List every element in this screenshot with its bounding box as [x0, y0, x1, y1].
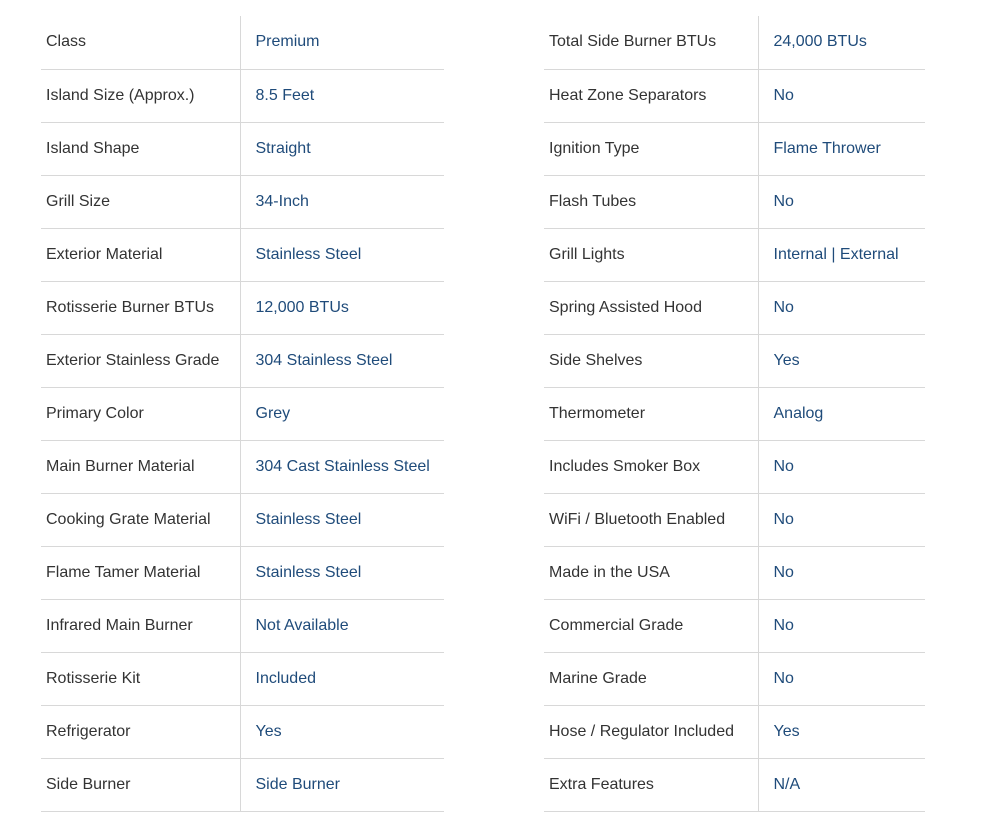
spec-value: No — [758, 175, 925, 228]
spec-row — [544, 334, 925, 387]
spec-row — [41, 69, 444, 122]
spec-value: Stainless Steel — [240, 228, 444, 281]
spec-label: Hose / Regulator Included — [544, 705, 758, 758]
spec-value: 12,000 BTUs — [240, 281, 444, 334]
spec-value: 304 Cast Stainless Steel — [240, 440, 444, 493]
spec-row — [41, 334, 444, 387]
spec-value: No — [758, 652, 925, 705]
spec-value: Straight — [240, 122, 444, 175]
spec-value: Yes — [758, 334, 925, 387]
spec-row — [544, 228, 925, 281]
spec-row — [41, 175, 444, 228]
spec-label: Side Burner — [41, 758, 240, 811]
spec-row — [544, 758, 925, 811]
spec-value: Internal | External — [758, 228, 925, 281]
spec-label: Thermometer — [544, 387, 758, 440]
spec-value: 8.5 Feet — [240, 69, 444, 122]
spec-label: Primary Color — [41, 387, 240, 440]
spec-label: Flame Tamer Material — [41, 546, 240, 599]
spec-label: Exterior Stainless Grade — [41, 334, 240, 387]
spec-label: Class — [41, 16, 240, 69]
spec-row — [544, 705, 925, 758]
spec-row — [41, 16, 444, 69]
spec-value: Stainless Steel — [240, 493, 444, 546]
spec-row — [544, 546, 925, 599]
spec-label: Flash Tubes — [544, 175, 758, 228]
spec-row — [41, 387, 444, 440]
spec-row — [544, 69, 925, 122]
spec-row — [544, 175, 925, 228]
spec-row — [41, 705, 444, 758]
spec-value: N/A — [758, 758, 925, 811]
spec-row — [41, 281, 444, 334]
spec-value: No — [758, 493, 925, 546]
spec-value: 304 Stainless Steel — [240, 334, 444, 387]
spec-row — [41, 652, 444, 705]
spec-row — [41, 546, 444, 599]
spec-label: Total Side Burner BTUs — [544, 16, 758, 69]
spec-value: No — [758, 440, 925, 493]
spec-value: No — [758, 546, 925, 599]
spec-label: Island Size (Approx.) — [41, 69, 240, 122]
spec-label: Cooking Grate Material — [41, 493, 240, 546]
spec-row — [544, 440, 925, 493]
spec-value: Side Burner — [240, 758, 444, 811]
spec-label: Heat Zone Separators — [544, 69, 758, 122]
spec-label: Grill Size — [41, 175, 240, 228]
spec-value: Yes — [240, 705, 444, 758]
spec-label: Extra Features — [544, 758, 758, 811]
spec-value: Included — [240, 652, 444, 705]
spec-value: 34-Inch — [240, 175, 444, 228]
spec-label: Main Burner Material — [41, 440, 240, 493]
spec-label: Includes Smoker Box — [544, 440, 758, 493]
spec-label: Rotisserie Kit — [41, 652, 240, 705]
spec-row — [41, 758, 444, 811]
spec-row — [544, 387, 925, 440]
spec-label: Exterior Material — [41, 228, 240, 281]
left-spec-table — [41, 16, 444, 812]
spec-row — [544, 652, 925, 705]
spec-value: Not Available — [240, 599, 444, 652]
spec-label: Island Shape — [41, 122, 240, 175]
spec-label: Made in the USA — [544, 546, 758, 599]
spec-label: Rotisserie Burner BTUs — [41, 281, 240, 334]
spec-label: WiFi / Bluetooth Enabled — [544, 493, 758, 546]
spec-value: Premium — [240, 16, 444, 69]
spec-label: Ignition Type — [544, 122, 758, 175]
spec-row — [544, 16, 925, 69]
spec-value: Analog — [758, 387, 925, 440]
spec-value: Grey — [240, 387, 444, 440]
spec-label: Refrigerator — [41, 705, 240, 758]
spec-row — [544, 493, 925, 546]
spec-row — [41, 122, 444, 175]
spec-row — [41, 493, 444, 546]
right-spec-table — [544, 16, 925, 812]
spec-row — [544, 599, 925, 652]
spec-value: Stainless Steel — [240, 546, 444, 599]
spec-value: Flame Thrower — [758, 122, 925, 175]
spec-label: Spring Assisted Hood — [544, 281, 758, 334]
spec-value: No — [758, 281, 925, 334]
spec-row — [41, 440, 444, 493]
spec-label: Commercial Grade — [544, 599, 758, 652]
spec-row — [41, 599, 444, 652]
spec-value: Yes — [758, 705, 925, 758]
spec-value: No — [758, 69, 925, 122]
spec-row — [544, 281, 925, 334]
spec-value: No — [758, 599, 925, 652]
spec-label: Infrared Main Burner — [41, 599, 240, 652]
spec-row — [41, 228, 444, 281]
spec-row — [544, 122, 925, 175]
spec-label: Marine Grade — [544, 652, 758, 705]
spec-label: Grill Lights — [544, 228, 758, 281]
spec-label: Side Shelves — [544, 334, 758, 387]
spec-value: 24,000 BTUs — [758, 16, 925, 69]
